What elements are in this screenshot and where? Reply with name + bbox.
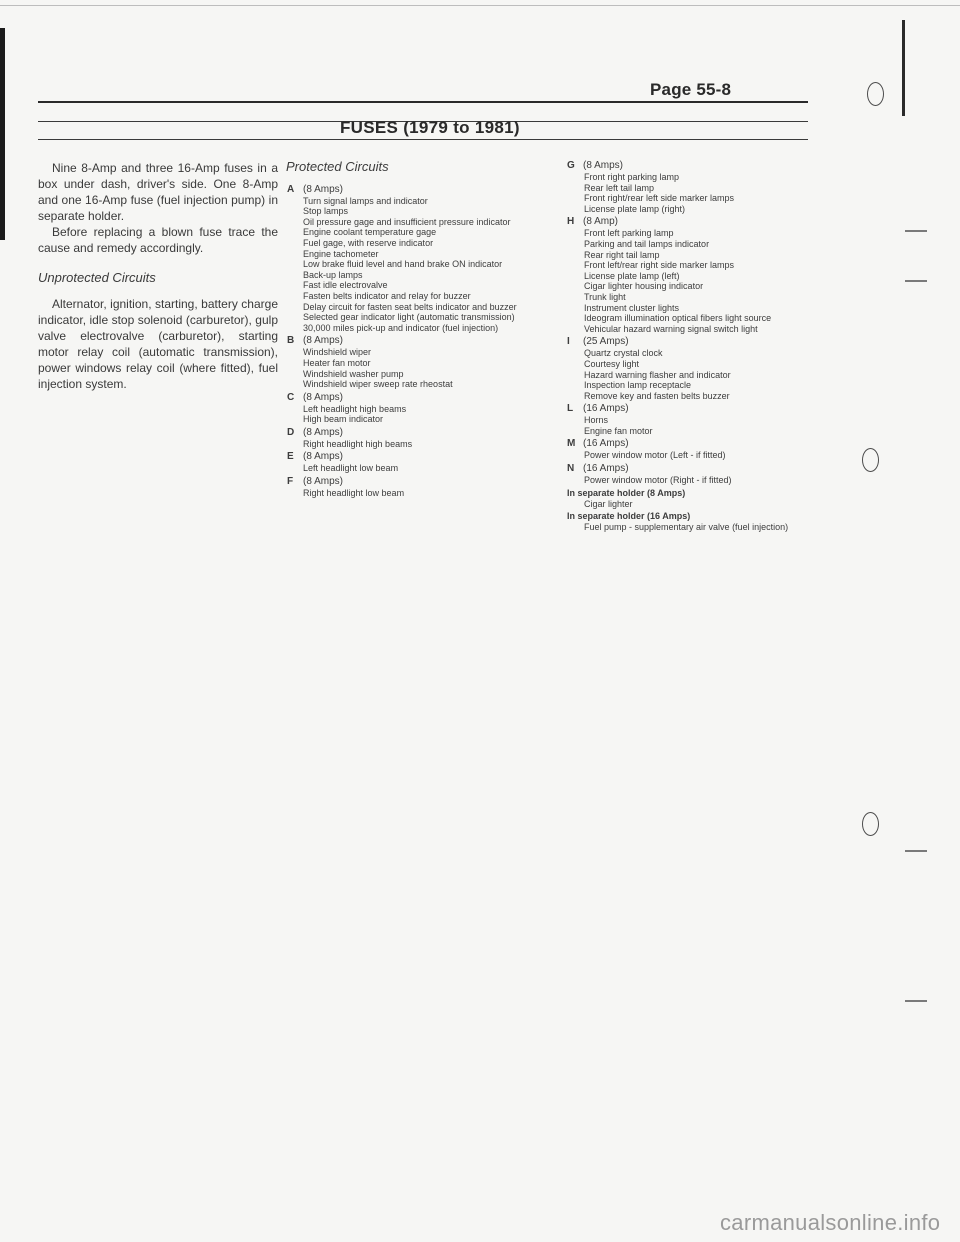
circuit-item: License plate lamp (right) [584, 203, 686, 214]
circuit-item: Delay circuit for fasten seat belts indicator and buzzer [303, 301, 517, 312]
circuit-item: Front left/rear right side marker lamps [584, 260, 735, 271]
fuse-letter: N [567, 463, 575, 475]
circuit-item: Engine tachometer [303, 248, 379, 259]
fuse-rating: (16 Amps) [583, 403, 629, 415]
circuit-item: Fasten belts indicator and relay for buzzer [303, 290, 471, 301]
circuit-item: Front right/rear left side marker lamps [584, 193, 735, 204]
fuse-letter: E [287, 451, 294, 463]
fuse-header [565, 403, 825, 415]
fuse-rating: (16 Amps) [583, 463, 629, 475]
circuit-item: Remove key and fasten belts buzzer [584, 390, 730, 401]
circuit-item: Engine fan motor [584, 425, 653, 436]
circuit-item: Parking and tail lamps indicator [584, 238, 710, 249]
fuse-entry [284, 184, 554, 334]
circuit-item: Heater fan motor [303, 357, 371, 368]
fuse-header [565, 216, 825, 228]
fuse-entry [565, 336, 825, 401]
circuit-list [565, 450, 825, 461]
fuse-header [565, 336, 825, 348]
margin-tab-mark [905, 850, 927, 852]
fuse-header [284, 451, 554, 463]
protected-circuits-column-left [284, 160, 554, 501]
circuit-item: Selected gear indicator light (automatic transmission) [303, 312, 515, 323]
fuse-entry [565, 160, 825, 214]
circuit-item: Instrument cluster lights [584, 302, 680, 313]
fuse-rating: (8 Amps) [303, 476, 344, 488]
page-number: Page 55-8 [650, 80, 732, 99]
fuse-letter: G [567, 160, 575, 171]
unprotected-circuits-heading: Unprotected Circuits [38, 270, 156, 285]
punch-hole-middle [862, 448, 879, 472]
circuit-item: Power window motor (Left - if fitted) [584, 450, 726, 461]
fuse-list-right [565, 160, 825, 486]
fuse-rating: (8 Amps) [303, 183, 344, 195]
circuit-item: Ideogram illumination optical fibers light source [584, 313, 772, 324]
circuit-item: Courtesy light [584, 358, 640, 369]
circuit-list [565, 228, 825, 334]
circuit-list [565, 499, 825, 510]
fuse-letter: F [287, 476, 294, 488]
protected-circuits-heading: Protected Circuits [286, 159, 389, 174]
circuit-item: Back-up lamps [303, 269, 363, 280]
circuit-item: Horns [584, 415, 609, 426]
separate-holder-entry [565, 488, 825, 510]
fuse-letter: A [287, 183, 295, 195]
margin-tab-mark [905, 230, 927, 232]
fuse-entry [284, 451, 554, 474]
fuse-rating: (8 Amp) [583, 216, 619, 228]
circuit-item: Front left parking lamp [584, 228, 674, 239]
circuit-item: License plate lamp (left) [584, 270, 680, 281]
fuse-rating: (8 Amps) [303, 451, 344, 463]
binding-edge-mark [0, 28, 5, 240]
circuit-item: Stop lamps [303, 206, 349, 217]
circuit-list [565, 172, 825, 214]
fuse-rating: (25 Amps) [583, 336, 629, 348]
fuse-letter: I [567, 336, 570, 348]
circuit-item: Inspection lamp receptacle [584, 380, 692, 391]
circuit-item: Right headlight low beam [303, 488, 405, 499]
circuit-item: Turn signal lamps and indicator [303, 195, 428, 206]
fuse-header [284, 476, 554, 488]
fuse-entry [565, 403, 825, 436]
fuse-header [284, 184, 554, 196]
fuse-letter: L [567, 403, 574, 415]
circuit-item: Windshield wiper [303, 347, 372, 358]
fuse-entry [284, 427, 554, 450]
circuit-item: Rear right tail lamp [584, 249, 660, 260]
intro-column [38, 160, 278, 392]
circuit-item: Engine coolant temperature gage [303, 227, 437, 238]
circuit-list [284, 196, 554, 334]
circuit-item: Trunk light [584, 291, 626, 302]
fuse-header [565, 438, 825, 450]
circuit-item: Windshield wiper sweep rate rheostat [303, 379, 453, 390]
circuit-item: Fast idle electrovalve [303, 280, 388, 291]
unprotected-circuits-text: Alternator, ignition, starting, battery charge indicator, idle stop solenoid (carburetor), gulp valve electrovalve (carburetor), starting motor relay coil (automatic transmission), power windows relay coil (where fitted), fuel injection system. [38, 297, 278, 391]
fuse-rating: (8 Amps) [583, 160, 624, 171]
circuit-list [565, 415, 825, 436]
fuse-entry [565, 438, 825, 461]
margin-tab-mark [905, 1000, 927, 1002]
fuse-header [284, 427, 554, 439]
circuit-item: Power window motor (Right - if fitted) [584, 475, 732, 486]
fuse-letter: D [287, 426, 295, 438]
intro-paragraph: Nine 8-Amp and three 16-Amp fuses in a box under dash, driver's side. One 8-Amp and one 16-Amp fuse (fuel injection pump) in separate holder. [38, 161, 278, 223]
circuit-item: Cigar lighter housing indicator [584, 281, 704, 292]
circuit-item: Right headlight high beams [303, 438, 413, 449]
protected-circuits-column-right [565, 160, 825, 535]
circuit-item: 30,000 miles pick-up and indicator (fuel injection) [303, 322, 499, 333]
circuit-item: Low brake fluid level and hand brake ON indicator [303, 259, 503, 270]
right-edge-mark [902, 20, 905, 116]
separate-holder-label: In separate holder (8 Amps) [567, 487, 686, 498]
fuse-header [565, 463, 825, 475]
fuse-letter: C [287, 391, 295, 403]
fuse-rating: (8 Amps) [303, 391, 344, 403]
scan-edge-line [0, 5, 960, 6]
circuit-list [565, 348, 825, 401]
circuit-list [565, 522, 825, 533]
circuit-item: Front right parking lamp [584, 172, 680, 182]
fuse-rating: (8 Amps) [303, 426, 344, 438]
fuse-entry [565, 463, 825, 486]
fuse-letter: H [567, 216, 575, 228]
circuit-item: Vehicular hazard warning signal switch light [584, 323, 758, 334]
separate-holder-label: In separate holder (16 Amps) [567, 511, 691, 522]
circuit-item: Left headlight high beams [303, 403, 407, 414]
circuit-item: Hazard warning flasher and indicator [584, 369, 731, 380]
watermark-text: carmanualsonline.info [720, 1210, 941, 1235]
header-rule [38, 101, 808, 103]
circuit-item: Oil pressure gage and insufficient pressure indicator [303, 216, 511, 227]
circuit-item: Fuel pump - supplementary air valve (fuel injection) [584, 522, 789, 533]
fuse-entry [565, 216, 825, 334]
fuse-header [284, 392, 554, 404]
circuit-item: Quartz crystal clock [584, 348, 663, 359]
intro-paragraph: Before replacing a blown fuse trace the cause and remedy accordingly. [38, 225, 278, 255]
fuse-entry [284, 476, 554, 499]
circuit-list [565, 475, 825, 486]
circuit-item: Left headlight low beam [303, 463, 399, 474]
circuit-item: Fuel gage, with reserve indicator [303, 237, 434, 248]
section-rule-bottom [38, 139, 808, 140]
section-title: FUSES (1979 to 1981) [340, 118, 520, 137]
circuit-list [284, 404, 554, 425]
circuit-list [284, 463, 554, 474]
fuse-rating: (16 Amps) [583, 438, 629, 450]
circuit-item: Rear left tail lamp [584, 182, 655, 193]
fuse-entry [284, 335, 554, 389]
separate-holder-entry [565, 511, 825, 533]
circuit-list [284, 439, 554, 450]
punch-hole-bottom [862, 812, 879, 836]
margin-tab-mark [905, 280, 927, 282]
fuse-letter: B [287, 335, 295, 347]
fuse-entry [284, 392, 554, 425]
fuse-header [565, 160, 825, 172]
fuse-rating: (8 Amps) [303, 335, 344, 347]
fuse-letter: M [567, 438, 576, 450]
circuit-list [284, 488, 554, 499]
circuit-item: Windshield washer pump [303, 368, 404, 379]
circuit-item: Cigar lighter [584, 498, 633, 509]
fuse-header [284, 335, 554, 347]
circuit-list [284, 347, 554, 389]
fuse-list-left [284, 184, 554, 499]
separate-holder-list [565, 488, 825, 533]
punch-hole-top [867, 82, 884, 106]
circuit-item: High beam indicator [303, 414, 384, 425]
